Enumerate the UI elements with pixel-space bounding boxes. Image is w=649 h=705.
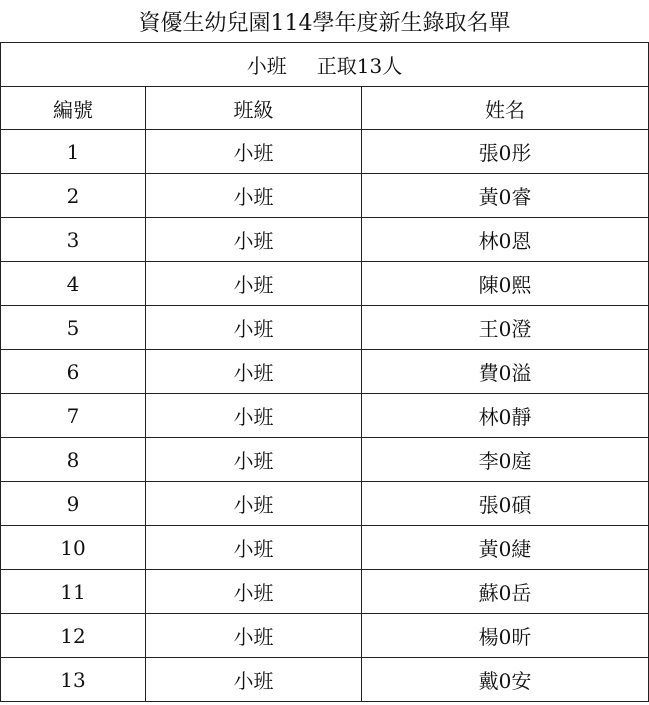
table-row	[1, 218, 649, 262]
table-row	[1, 262, 649, 306]
row-class: 小班	[146, 658, 362, 702]
row-class: 小班	[146, 394, 362, 438]
table-row	[1, 614, 649, 658]
row-name: 陳0熙	[362, 262, 649, 306]
header-row	[1, 87, 649, 130]
row-class: 小班	[146, 306, 362, 350]
table-row	[1, 482, 649, 526]
table-row	[1, 438, 649, 482]
row-class: 小班	[146, 350, 362, 394]
row-number: 7	[1, 394, 146, 438]
row-number: 13	[1, 658, 146, 702]
row-class: 小班	[146, 262, 362, 306]
row-number: 4	[1, 262, 146, 306]
column-header-class: 班級	[146, 87, 362, 130]
row-class: 小班	[146, 438, 362, 482]
row-name: 王0澄	[362, 306, 649, 350]
row-number: 12	[1, 614, 146, 658]
row-class: 小班	[146, 218, 362, 262]
row-name: 蘇0岳	[362, 570, 649, 614]
subtitle-row	[1, 43, 649, 87]
row-name: 張0碩	[362, 482, 649, 526]
table-row	[1, 130, 649, 174]
row-class: 小班	[146, 570, 362, 614]
table-row	[1, 350, 649, 394]
row-name: 林0靜	[362, 394, 649, 438]
row-name: 費0溢	[362, 350, 649, 394]
row-number: 11	[1, 570, 146, 614]
row-name: 楊0昕	[362, 614, 649, 658]
row-class: 小班	[146, 614, 362, 658]
row-class: 小班	[146, 482, 362, 526]
subtitle-admission: 正取13人	[316, 54, 403, 78]
table-row	[1, 394, 649, 438]
subtitle-class: 小班	[246, 54, 287, 78]
row-name: 張0彤	[362, 130, 649, 174]
row-number: 1	[1, 130, 146, 174]
row-name: 黃0緁	[362, 526, 649, 570]
page-title: 資優生幼兒園114學年度新生錄取名單	[1, 0, 649, 43]
row-number: 5	[1, 306, 146, 350]
row-number: 3	[1, 218, 146, 262]
column-header-number: 編號	[1, 87, 146, 130]
row-name: 林0恩	[362, 218, 649, 262]
row-number: 8	[1, 438, 146, 482]
row-name: 戴0安	[362, 658, 649, 702]
row-number: 10	[1, 526, 146, 570]
row-class: 小班	[146, 130, 362, 174]
table-row	[1, 658, 649, 702]
row-number: 2	[1, 174, 146, 218]
row-name: 李0庭	[362, 438, 649, 482]
table-row	[1, 306, 649, 350]
row-class: 小班	[146, 174, 362, 218]
row-name: 黃0睿	[362, 174, 649, 218]
table-row	[1, 570, 649, 614]
column-header-name: 姓名	[362, 87, 649, 130]
table-row	[1, 526, 649, 570]
row-number: 6	[1, 350, 146, 394]
row-class: 小班	[146, 526, 362, 570]
title-row	[1, 0, 649, 43]
table-row	[1, 174, 649, 218]
subtitle	[1, 43, 649, 87]
row-number: 9	[1, 482, 146, 526]
